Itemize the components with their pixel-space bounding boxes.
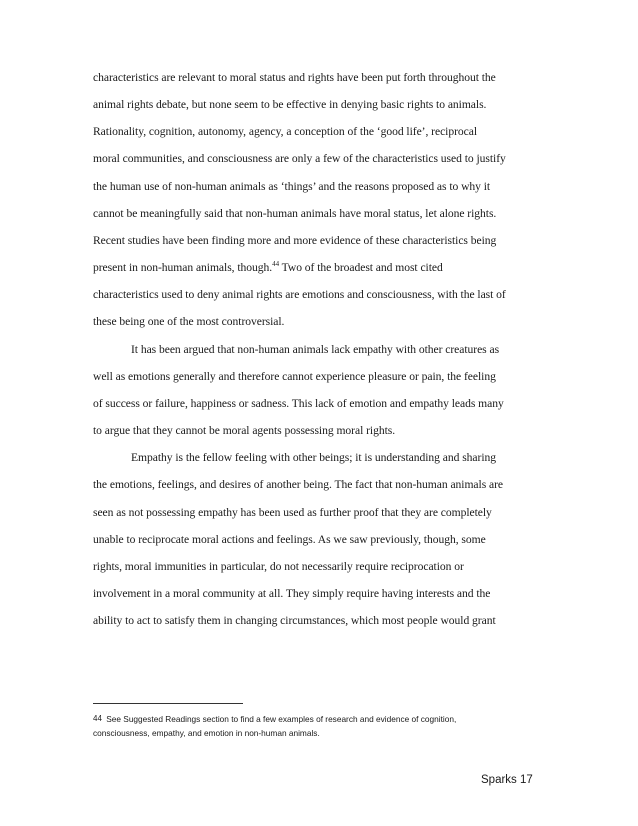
text-line: seen as not possessing empathy has been used as further proof that they are completely bbox=[93, 505, 492, 519]
text-line: moral communities, and consciousness are only a few of the characteristics used to justify bbox=[93, 152, 506, 166]
text-fragment: Two of the broadest and most cited bbox=[279, 261, 443, 275]
footnote-reference: 44 bbox=[272, 260, 280, 269]
text-line: Rationality, cognition, autonomy, agency, a conception of the ‘good life’, reciprocal bbox=[93, 125, 478, 139]
text-line: characteristics are relevant to moral status and rights have been put forth throughout the bbox=[93, 71, 496, 84]
paragraph-1 bbox=[93, 64, 547, 336]
text-line: well as emotions generally and therefore cannot experience pleasure or pain, the feeling bbox=[93, 369, 496, 383]
text-line: the human use of non-human animals as ‘things’ and the reasons proposed as to why it bbox=[93, 179, 491, 193]
text-line: involvement in a moral community at all. They simply require having interests and the bbox=[93, 586, 491, 600]
paragraph-2 bbox=[93, 336, 547, 445]
paragraph-3 bbox=[93, 444, 547, 634]
footnote-line: consciousness, empathy, and emotion in non-human animals. bbox=[93, 727, 320, 738]
footnote bbox=[93, 712, 553, 740]
text-line: cannot be meaningfully said that non-human animals have moral status, let alone rights. bbox=[93, 206, 497, 220]
text-line: rights, moral immunities in particular, do not necessarily require reciprocation or bbox=[93, 559, 464, 573]
text-line: Recent studies have been finding more and more evidence of these characteristics being bbox=[93, 233, 497, 247]
text-line: animal rights debate, but none seem to be effective in denying basic rights to animals. bbox=[93, 98, 487, 112]
page-number: Sparks 17 bbox=[481, 774, 533, 786]
body-text bbox=[93, 64, 547, 634]
footnote-divider bbox=[93, 703, 243, 704]
text-line: to argue that they cannot be moral agents possessing moral rights. bbox=[93, 424, 396, 438]
footnote-text: See Suggested Readings section to find a few examples of research and evidence of cognition, bbox=[106, 714, 457, 724]
text-line: unable to reciprocate moral actions and feelings. As we saw previously, though, some bbox=[93, 532, 486, 546]
text-fragment: present in non-human animals, though. bbox=[93, 261, 273, 275]
text-line: characteristics used to deny animal rights are emotions and consciousness, with the last of bbox=[93, 288, 506, 302]
text-line-with-footnote-ref bbox=[93, 254, 547, 281]
text-line: ability to act to satisfy them in changing circumstances, which most people would grant bbox=[93, 614, 496, 628]
footnote-line bbox=[93, 712, 553, 727]
text-line: these being one of the most controversial. bbox=[93, 315, 285, 329]
text-line: It has been argued that non-human animals lack empathy with other creatures as bbox=[131, 342, 500, 356]
text-line: of success or failure, happiness or sadness. This lack of emotion and empathy leads many bbox=[93, 396, 504, 410]
text-line: Empathy is the fellow feeling with other beings; it is understanding and sharing bbox=[131, 451, 496, 465]
footnote-number: 44 bbox=[93, 714, 102, 723]
text-line: the emotions, feelings, and desires of another being. The fact that non-human animals are bbox=[93, 478, 504, 492]
